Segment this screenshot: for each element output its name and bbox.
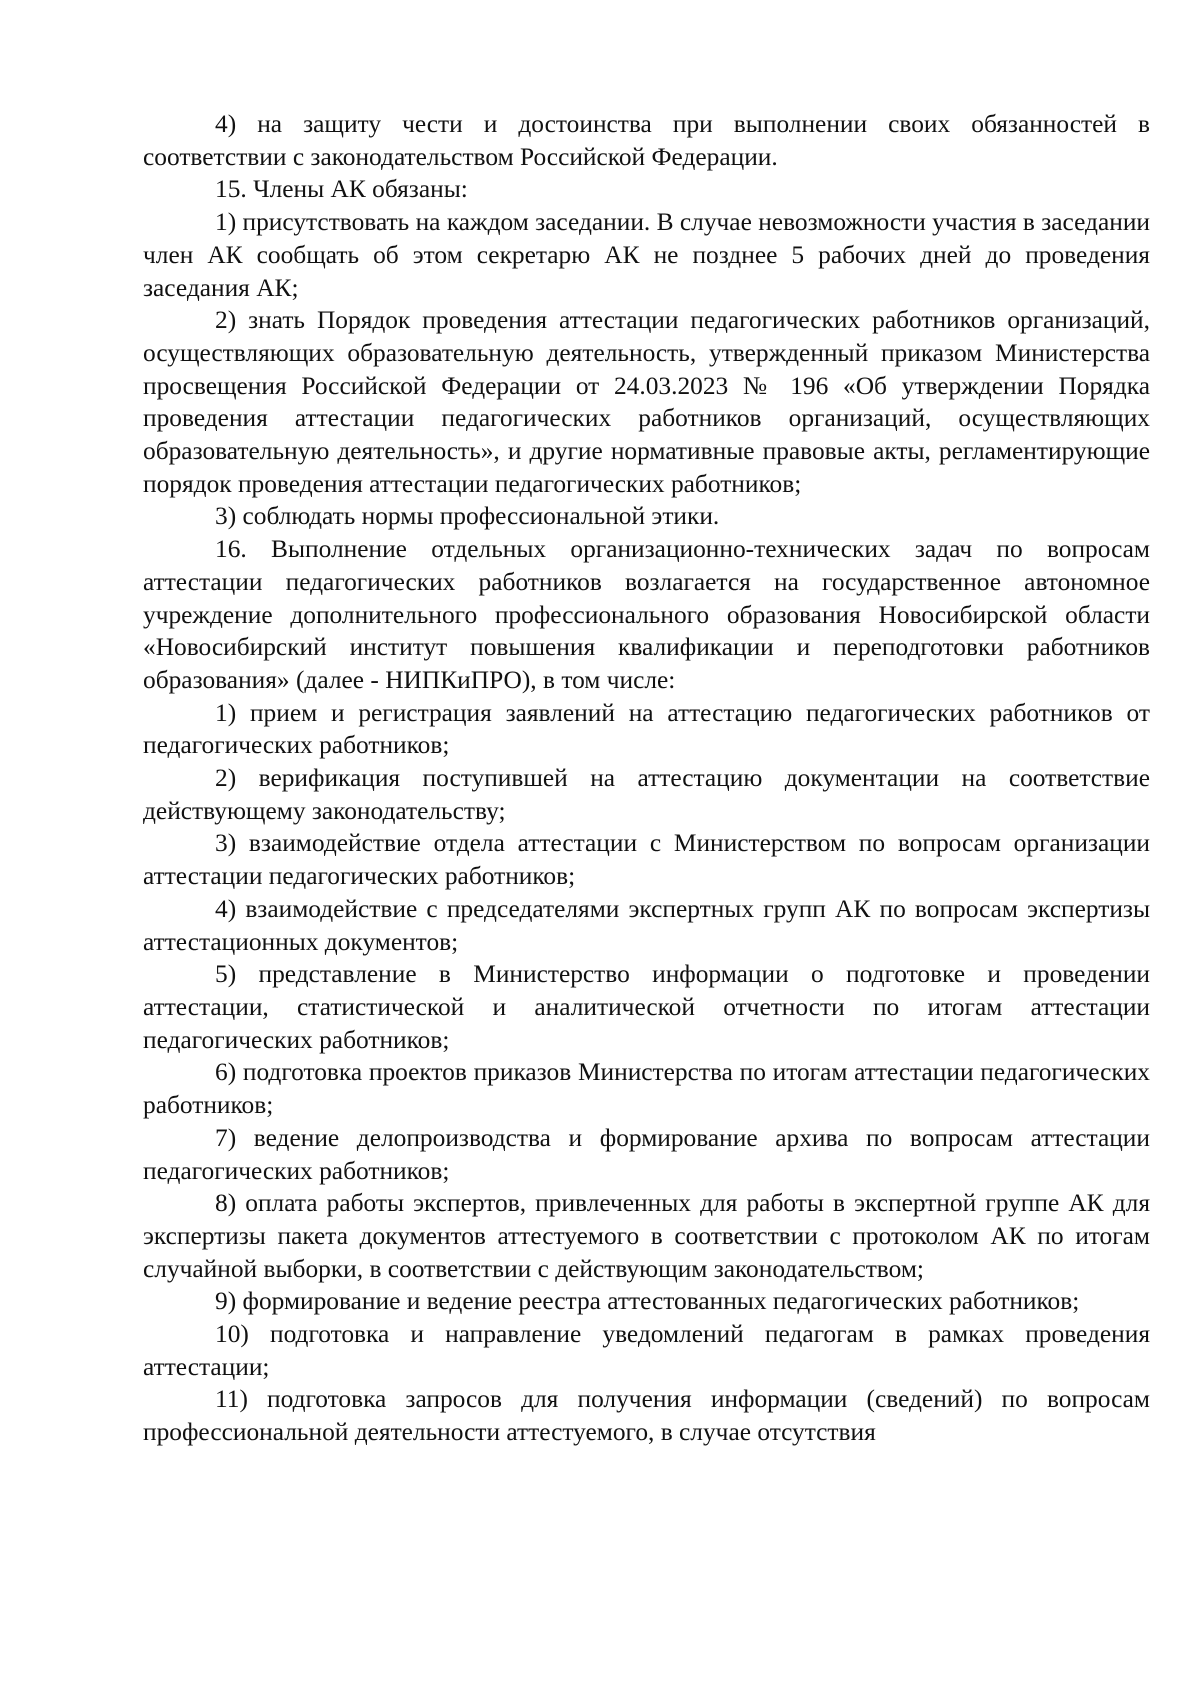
- paragraph-tasks-item-9: 9) формирование и ведение реестра аттестованных педагогических работников;: [215, 1287, 1080, 1316]
- paragraph-section-16-heading: 16. Выполнение отдельных организационно-технических задач по вопросам аттестации педагогических работников возлагается на государственное автономное учреждение дополнительного профессионального образования Новосибирской области «Новосибирский институт повышения квалификации и переподготовки работников образования» (далее - НИПКиПРО), в том числе:: [143, 535, 1150, 694]
- paragraph-section-15-heading: 15. Члены АК обязаны:: [215, 175, 468, 204]
- paragraph-tasks-item-10: 10) подготовка и направление уведомлений педагогам в рамках проведения аттестации;: [143, 1320, 1150, 1381]
- paragraph-duties-item-1: 1) присутствовать на каждом заседании. В случае невозможности участия в заседании член АК сообщать об этом секретарю АК не позднее 5 рабочих дней до проведения заседания АК;: [143, 208, 1150, 302]
- paragraph-tasks-item-5: 5) представление в Министерство информации о подготовке и проведении аттестации, статистической и аналитической отчетности по итогам аттестации педагогических работников;: [143, 960, 1150, 1054]
- paragraph-tasks-item-8: 8) оплата работы экспертов, привлеченных для работы в экспертной группе АК для экспертизы пакета документов аттестуемого в соответствии с протоколом АК по итогам случайной выборки, в соответствии с действующим законодательством;: [143, 1189, 1150, 1283]
- paragraph-tasks-item-11: 11) подготовка запросов для получения информации (сведений) по вопросам профессиональной деятельности аттестуемого, в случае отсутствия: [143, 1385, 1150, 1447]
- paragraph-tasks-item-4: 4) взаимодействие с председателями экспертных групп АК по вопросам экспертизы аттестационных документов;: [143, 894, 1150, 956]
- paragraph-tasks-item-7: 7) ведение делопроизводства и формирование архива по вопросам аттестации педагогических работников;: [143, 1123, 1150, 1185]
- paragraph-duties-item-3: 3) соблюдать нормы профессиональной этики.: [215, 502, 720, 531]
- paragraph-tasks-item-1: 1) прием и регистрация заявлений на аттестацию педагогических работников от педагогических работников;: [143, 698, 1150, 760]
- paragraph-tasks-item-3: 3) взаимодействие отдела аттестации с Министерством по вопросам организации аттестации педагогических работников;: [143, 829, 1150, 891]
- paragraph-tasks-item-6: 6) подготовка проектов приказов Министерства по итогам аттестации педагогических работников;: [143, 1058, 1150, 1120]
- paragraph-rights-item-4: 4) на защиту чести и достоинства при выполнении своих обязанностей в соответствии с законодательством Российской Федерации.: [143, 110, 1150, 171]
- paragraph-tasks-item-2: 2) верификация поступившей на аттестацию документации на соответствие действующему законодательству;: [143, 764, 1150, 825]
- paragraph-duties-item-2: 2) знать Порядок проведения аттестации педагогических работников организаций, осуществляющих образовательную деятельность, утвержденный приказом Министерства просвещения Российской Федерации от 24.03.2023 № 196 «Об утверждении Порядка проведения аттестации педагогических работников организаций, осуществляющих образовательную деятельность», и другие нормативные правовые акты, регламентирующие порядок проведения аттестации педагогических работников;: [143, 306, 1150, 498]
- document-page: [143, 108, 1150, 1449]
